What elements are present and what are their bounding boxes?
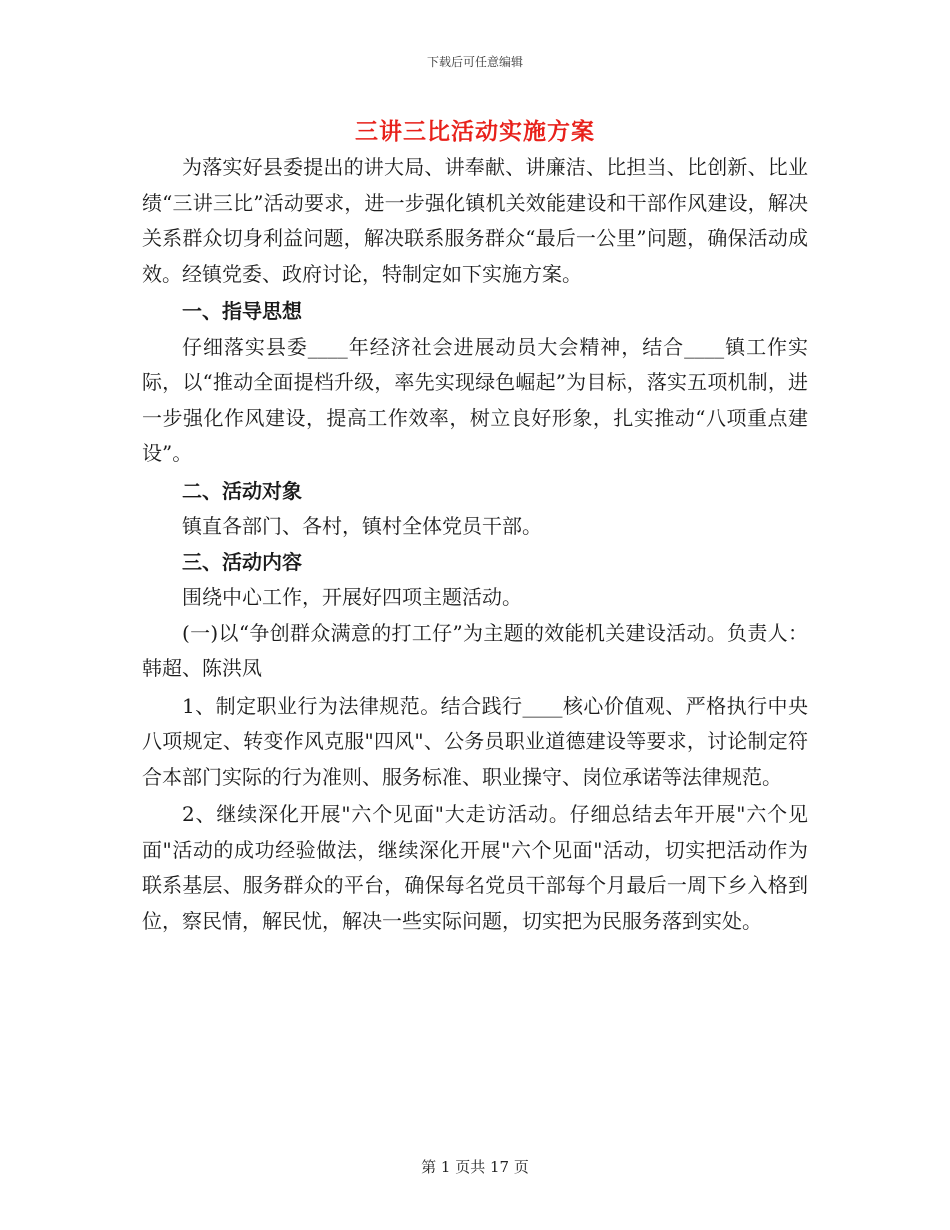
document-body	[142, 150, 808, 939]
paragraph-intro: 为落实好县委提出的讲大局、讲奉献、讲廉洁、比担当、比创新、比业绩“三讲三比”活动要求，进一步强化镇机关效能建设和干部作风建设，解决关系群众切身利益问题，解决联系服务群众“最后一公里”问题，确保活动成效。经镇党委、政府讨论，特制定如下实施方案。	[142, 155, 808, 286]
paragraph-section-one: (一)以“争创群众满意的打工仔”为主题的效能机关建设活动。负责人：韩超、陈洪凤	[142, 620, 808, 680]
paragraph-item-2: 2、继续深化开展"六个见面"大走访活动。仔细总结去年开展"六个见面"活动的成功经验做法，继续深化开展"六个见面"活动，切实把活动作为联系基层、服务群众的平台，确保每名党员干部每个月最后一周下乡入格到位，察民情，解民忧，解决一些实际问题，切实把为民服务落到实处。	[142, 802, 808, 933]
heading-activity-content: 三、活动内容	[182, 549, 302, 574]
paragraph-guiding-ideology: 仔细落实县委____年经济社会进展动员大会精神，结合____镇工作实际，以“推动全面提档升级，率先实现绿色崛起”为目标，落实五项机制，进一步强化作风建设，提高工作效率，树立良好形象，扎实推动“八项重点建设”。	[142, 334, 808, 465]
header-note: 下载后可任意编辑	[426, 55, 523, 69]
paragraph-activity-targets: 镇直各部门、各村，镇村全体党员干部。	[182, 514, 542, 538]
document-title: 三讲三比活动实施方案	[355, 118, 595, 145]
page-number: 第 1 页共 17 页	[421, 1158, 529, 1176]
heading-activity-targets: 二、活动对象	[182, 478, 302, 503]
paragraph-activity-content: 围绕中心工作，开展好四项主题活动。	[182, 585, 522, 609]
paragraph-item-1: 1、制定职业行为法律规范。结合践行____核心价值观、严格执行中央八项规定、转变作风克服"四风"、公务员职业道德建设等要求，讨论制定符合本部门实际的行为准则、服务标准、职业操守、岗位承诺等法律规范。	[142, 693, 808, 789]
heading-guiding-ideology: 一、指导思想	[182, 299, 302, 323]
